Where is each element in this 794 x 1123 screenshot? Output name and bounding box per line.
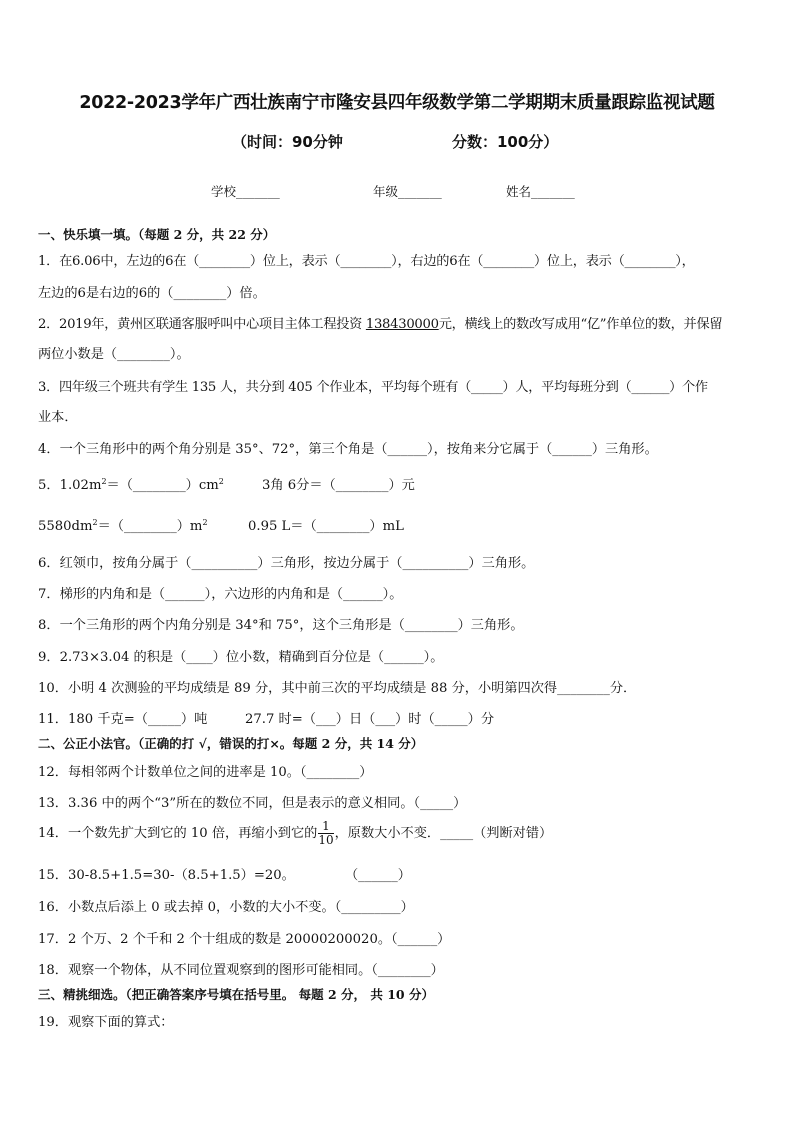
question-11-time: 27.7 时=（___）日（___）时（_____）分 (245, 712, 495, 727)
squared-superscript: 2 (202, 518, 208, 527)
question-19: 19．观察下面的算式： (38, 1015, 174, 1030)
section-1-heading: 一、快乐填一填。（每题 2 分，共 22 分） (38, 227, 276, 242)
question-3-line-2: 业本． (38, 410, 78, 425)
question-6: 6．红领巾，按角分属于（__________）三角形，按边分属于（__________）三角形。 (38, 556, 535, 571)
question-14-text-b: ，原数大小不变．_____（判断对错） (334, 826, 553, 841)
question-10: 10．小明 4 次测验的平均成绩是 89 分，其中前三次的平均成绩是 88 分，小明第四次得________分． (38, 681, 637, 696)
question-5-volume: 0.95 L＝（________）mL (248, 519, 404, 534)
exam-score: 分数：100分） (452, 133, 559, 151)
name-field: 姓名_______ (506, 184, 575, 199)
question-3-line-1: 3．四年级三个班共有学生 135 人，共分到 405 个作业本，平均每个班有（_____）人，平均每班分到（______）个作 (38, 380, 708, 395)
question-2-text-b: 元，横线上的数改写成用“亿”作单位的数，并保留 (438, 317, 723, 332)
school-field: 学校_______ (211, 184, 280, 199)
question-18: 18．观察一个物体，从不同位置观察到的图形可能相同。（________） (38, 963, 444, 978)
question-2-line-1 (38, 313, 722, 332)
question-14 (38, 820, 552, 847)
fraction-one-tenth (318, 820, 333, 847)
question-1-line-2: 左边的6是右边的6的（________）倍。 (38, 286, 266, 301)
question-16: 16．小数点后添上 0 或去掉 0，小数的大小不变。（_________） (38, 900, 414, 915)
grade-field: 年级_______ (373, 184, 442, 199)
question-8: 8．一个三角形的两个内角分别是 34°和 75°，这个三角形是（________）三角形。 (38, 618, 524, 633)
question-2-line-2: 两位小数是（________）。 (38, 347, 190, 362)
question-17: 17．2 个万、2 个千和 2 个十组成的数是 20000200020。（______） (38, 932, 451, 947)
question-13: 13．3.36 中的两个“3”所在的数位不同，但是表示的意义相同。（_____） (38, 796, 467, 811)
question-5-area-2: $5580dm^2=(\_\_\_\_\_\_\_\_)m^2$ (38, 518, 208, 534)
section-2-heading: 二、公正小法官。（正确的打 √，错误的打×。每题 2 分，共 14 分） (38, 736, 424, 751)
question-9: 9．2.73×3.04 的积是（____）位小数，精确到百分位是（______）。 (38, 650, 444, 665)
question-14-text-a: 14．一个数先扩大到它的 10 倍，再缩小到它的 (38, 826, 318, 841)
squared-superscript: 2 (218, 477, 224, 486)
question-2-underlined-number: 138430000 (365, 317, 439, 332)
question-5-money: 3角 6分＝（________）元 (262, 478, 415, 493)
question-12: 12．每相邻两个计数单位之间的进率是 10。（________） (38, 765, 373, 780)
question-11-weight: 11．180 千克=（_____）吨 (38, 712, 208, 727)
question-4: 4．一个三角形中的两个角分别是 35°、72°，第三个角是（______），按角来分它属于（______）三角形。 (38, 442, 658, 457)
fraction-denominator: 10 (318, 833, 334, 847)
section-3-heading: 三、精挑细选。（把正确答案序号填在括号里。 每题 2 分， 共 10 分） (38, 987, 434, 1002)
question-15: 15．30-8.5+1.5=30-（8.5+1.5）=20。 (38, 868, 295, 883)
exam-time: （时间：90分钟 (232, 133, 343, 151)
squared-superscript: 2 (92, 518, 98, 527)
question-1-line-1: 1．在6.06中，左边的6在（________）位上，表示（________），右边的6在（________）位上，表示（________）， (38, 254, 695, 269)
question-2-text-a: 2．2019年，黄州区联通客服呼叫中心项目主体工程投资 (38, 317, 366, 332)
squared-superscript: 2 (101, 477, 107, 486)
page-title: 2022-2023学年广西壮族南宁市隆安县四年级数学第二学期期末质量跟踪监视试题 (79, 93, 715, 113)
fraction-numerator: 1 (318, 820, 333, 834)
question-7: 7．梯形的内角和是（______），六边形的内角和是（______）。 (38, 587, 403, 602)
question-15-answer-blank: （______） (345, 868, 411, 883)
question-5-area: 5．$1.02m^2=(\_\_\_\_\_\_\_\_)cm^2$ (38, 477, 224, 493)
